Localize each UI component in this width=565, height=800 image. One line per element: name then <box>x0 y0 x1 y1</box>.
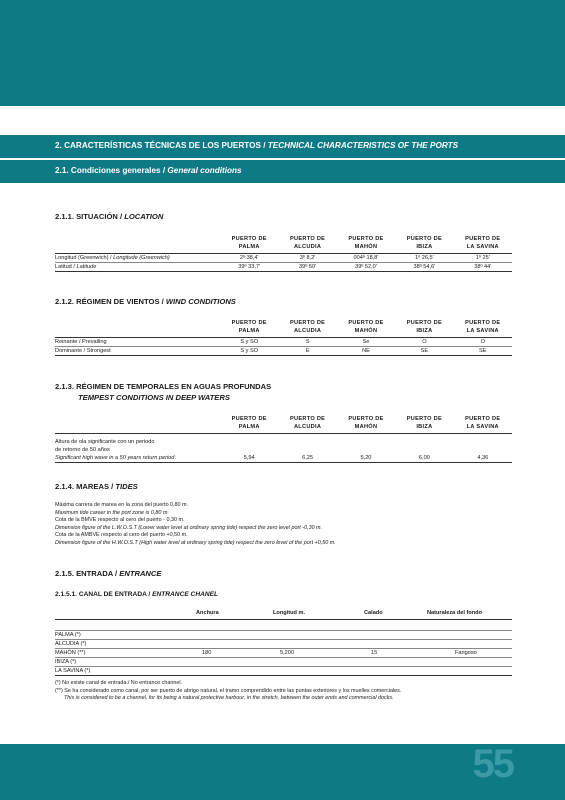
tides-title: 2.1.4. MAREAS / TIDES <box>55 482 138 491</box>
table-row: IBIZA (*) <box>55 658 512 667</box>
port-header: PUERTO DE ALCUDIA <box>278 319 336 338</box>
section-heading-bar <box>0 135 565 158</box>
port-header: PUERTO DE ALCUDIA <box>278 415 336 434</box>
subsection-heading: 2.1. Condiciones generales / General conditions <box>55 166 242 175</box>
port-header: PUERTO DE LA SAVINA <box>454 235 512 254</box>
port-header: PUERTO DE MAHÓN <box>337 235 395 254</box>
port-header: PUERTO DE IBIZA <box>395 235 453 254</box>
page-number: 55 <box>472 742 513 786</box>
column-header: Longitud m. <box>273 610 306 616</box>
storms-title-en: TEMPEST CONDITIONS IN DEEP WATERS <box>78 393 230 402</box>
top-color-band <box>0 0 565 106</box>
table-row: Longitud (Greenwich) / Longitude (Greenwich) 2º 38,4' 3º 8,2' 004º 18,8' 1º 26,5' 1º 25' <box>55 254 512 263</box>
location-title: 2.1.1. SITUACIÓN / LOCATION <box>55 212 164 221</box>
column-header: Calado <box>364 610 383 616</box>
port-header: PUERTO DE IBIZA <box>395 319 453 338</box>
storms-table <box>55 415 512 463</box>
table-row: Latitud / Latitude 39º 33,7' 39º 50' 39º 52,0' 38º 54,6' 38º 44' <box>55 263 512 272</box>
table-row: LA SAVINA (*) <box>55 667 512 676</box>
tides-text: Máxima carrera de marea en la zona del puerto 0,80 m. Maximum tide career in the port zone is 0,80 m. Cota de la BMVE respecto al cero del puerto - 0,30 m. Dimension figure of the L.W.O.S.T (Lower water level at ordinary spring tide) respect the zero level port -0,30 m. Cota de la AMBVE respecto al cero del puerto +0,50 m. Dimension figure of the H.W.O.S.T (High water level at ordinary spring tide) respect the zero level of the port +0,50 m. <box>55 502 336 546</box>
table-row: Altura de ola significante con un periodo de retorno de 50 años Significant high wave in a 50 years return period 5,94 6,25 5,20 6,00 4,36 <box>55 434 512 463</box>
table-header <box>55 608 512 620</box>
table-row: ALCUDIA (*) <box>55 640 512 649</box>
port-header: PUERTO DE LA SAVINA <box>454 415 512 434</box>
port-header: PUERTO DE PALMA <box>220 319 278 338</box>
entrance-title: 2.1.5. ENTRADA / ENTRANCE <box>55 569 162 578</box>
footnotes: (*) No existe canal de entrada./ No entrance channel. (**) Se ha considerado como canal, por ser puerto de abrigo natural, el tramo comprendido entre las puntas exteriores y los muelles comerciales. This is considered to be a channel, for its being a natural protective harbour, in the stretch, between the outer ends and commercial docks. <box>55 680 402 702</box>
storms-title: 2.1.3. RÉGIMEN DE TEMPORALES EN AGUAS PROFUNDAS <box>55 382 272 391</box>
location-table <box>55 235 512 272</box>
column-header: Naturaleza del fondo <box>427 610 483 616</box>
entrance-table <box>55 608 512 676</box>
winds-table <box>55 319 512 356</box>
port-header: PUERTO DE MAHÓN <box>337 319 395 338</box>
table-row: Dominante / Strongest S y SO E NE SE SE <box>55 347 512 356</box>
port-header: PUERTO DE ALCUDIA <box>278 235 336 254</box>
winds-title: 2.1.2. RÉGIMEN DE VIENTOS / WIND CONDITIONS <box>55 297 236 306</box>
port-header: PUERTO DE PALMA <box>220 235 278 254</box>
entrance-channel-subtitle: 2.1.5.1. CANAL DE ENTRADA / ENTRANCE CHANEL <box>55 591 219 598</box>
section-heading: 2. CARACTERÍSTICAS TÉCNICAS DE LOS PUERTOS / TECHNICAL CHARACTERISTICS OF THE PORTS <box>55 141 459 150</box>
port-header: PUERTO DE IBIZA <box>395 415 453 434</box>
table-row: MAHÓN (**) 180 5,200 15 Fangoso <box>55 649 512 658</box>
port-header: PUERTO DE PALMA <box>220 415 278 434</box>
column-header: Anchura <box>196 610 219 616</box>
subsection-heading-bar <box>0 160 565 183</box>
port-header: PUERTO DE MAHÓN <box>337 415 395 434</box>
port-header: PUERTO DE LA SAVINA <box>454 319 512 338</box>
table-row: PALMA (*) <box>55 631 512 640</box>
table-row: Reinante / Prevailing S y SO S Se O O <box>55 338 512 347</box>
